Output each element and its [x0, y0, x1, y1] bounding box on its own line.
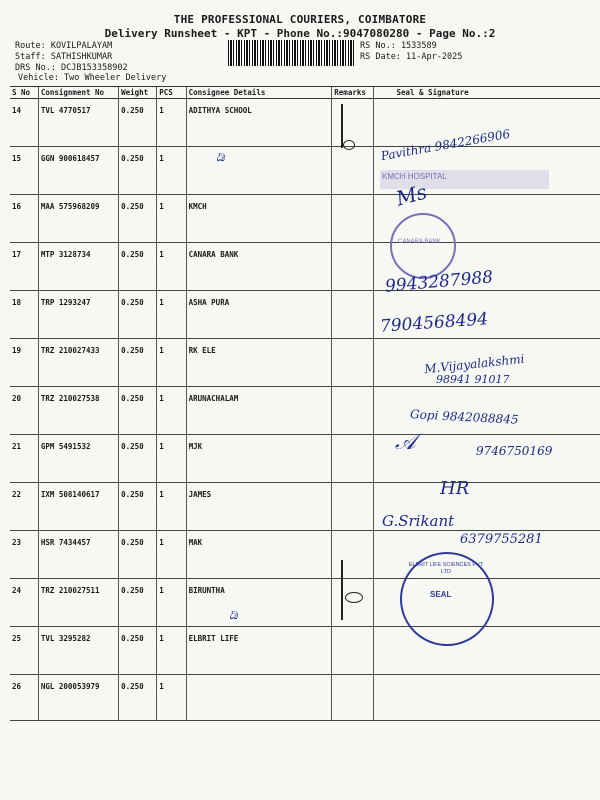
- cell-remarks: [332, 339, 374, 387]
- cell-consignee: [186, 675, 332, 721]
- cell-consignee: ADITHYA SCHOOL: [186, 99, 332, 147]
- col-sno: S No: [10, 87, 38, 99]
- cell-weight: 0.250: [119, 483, 157, 531]
- table-header-row: [10, 87, 600, 99]
- cell-consignee: BIRUNTHA: [186, 579, 332, 627]
- cell-consignee: KMCH: [186, 195, 332, 243]
- staff-label: Staff: SATHISHKUMAR: [15, 52, 113, 62]
- signature-row-24-name: G.Srikant: [382, 512, 455, 530]
- cell-pcs: 1: [157, 387, 186, 435]
- remark-mark: [343, 140, 355, 150]
- cell-consignee: RK ELE: [186, 339, 332, 387]
- table-row: [10, 99, 600, 147]
- col-pcs: PCS: [157, 87, 186, 99]
- cell-weight: 0.250: [119, 243, 157, 291]
- cell-weight: 0.250: [119, 339, 157, 387]
- rs-date: RS Date: 11-Apr-2025: [360, 52, 463, 62]
- col-seal-signature: Seal & Signature: [374, 87, 600, 99]
- cell-pcs: 1: [157, 531, 186, 579]
- cell-consignment: GPM 5491532: [38, 435, 118, 483]
- cell-remarks: [332, 99, 374, 147]
- table-row: [10, 627, 600, 675]
- cell-sno: 26: [10, 675, 38, 721]
- remark-bracket-stroke: [341, 104, 343, 148]
- signature-row-16: Ms: [393, 179, 430, 211]
- cell-consignment: MAA 575968209: [38, 195, 118, 243]
- signature-row-21: Gopi 9842088845: [409, 407, 519, 427]
- cell-sno: 21: [10, 435, 38, 483]
- cell-consignee: MJK: [186, 435, 332, 483]
- cell-weight: 0.250: [119, 147, 157, 195]
- table-row: [10, 675, 600, 721]
- col-consignment: Consignment No: [38, 87, 118, 99]
- cell-pcs: 1: [157, 675, 186, 721]
- cell-weight: 0.250: [119, 675, 157, 721]
- route-label: Route: KOVILPALAYAM: [15, 41, 113, 51]
- cell-consignment: TVL 4770517: [38, 99, 118, 147]
- cell-pcs: 1: [157, 99, 186, 147]
- cell-consignment: TRZ 210027538: [38, 387, 118, 435]
- cell-pcs: 1: [157, 627, 186, 675]
- cell-pcs: 1: [157, 147, 186, 195]
- cell-weight: 0.250: [119, 627, 157, 675]
- table-row: [10, 579, 600, 627]
- cell-pcs: 1: [157, 339, 186, 387]
- cell-consignment: HSR 7434457: [38, 531, 118, 579]
- signature-row-18: 9943287988: [384, 267, 494, 297]
- cell-weight: 0.250: [119, 291, 157, 339]
- company-title: THE PROFESSIONAL COURIERS, COIMBATORE: [173, 13, 427, 26]
- col-weight: Weight: [119, 87, 157, 99]
- barcode: [228, 40, 354, 66]
- signature-row-19: 7904568494: [379, 309, 489, 337]
- cell-weight: 0.250: [119, 195, 157, 243]
- cell-pcs: 1: [157, 243, 186, 291]
- col-consignee: Consignee Details: [186, 87, 332, 99]
- signature-row-22: 9746750169: [476, 444, 553, 458]
- vehicle-label: Vehicle: Two Wheeler Delivery: [18, 73, 167, 83]
- cell-sno: 20: [10, 387, 38, 435]
- cell-sno: 14: [10, 99, 38, 147]
- signature-row-20-phone: 98941 91017: [436, 373, 510, 386]
- handwritten-mark: ಡಿ: [216, 149, 225, 165]
- cell-consignee: ARUNACHALAM: [186, 387, 332, 435]
- cell-sno: 22: [10, 483, 38, 531]
- signature-row-20-name: M.Vijayalakshmi: [423, 351, 526, 377]
- cell-remarks: [332, 387, 374, 435]
- cell-sno: 25: [10, 627, 38, 675]
- signature-row-15: Pavithra 9842266906: [379, 126, 512, 164]
- cell-remarks: [332, 195, 374, 243]
- cell-signature: [374, 627, 600, 675]
- remark-bracket-stroke: [341, 560, 343, 620]
- signature-row-22-mark: 𝒜: [395, 430, 416, 455]
- signature-row-23: HR: [440, 478, 470, 499]
- cell-consignment: TRZ 210027511: [38, 579, 118, 627]
- cell-consignment: TRZ 210027433: [38, 339, 118, 387]
- cell-remarks: [332, 291, 374, 339]
- table-row: [10, 435, 600, 483]
- cell-remarks: [332, 483, 374, 531]
- cell-weight: 0.250: [119, 435, 157, 483]
- cell-weight: 0.250: [119, 387, 157, 435]
- cell-sno: 19: [10, 339, 38, 387]
- cell-remarks: [332, 627, 374, 675]
- cell-pcs: 1: [157, 195, 186, 243]
- rs-number: RS No.: 1533589: [360, 41, 437, 51]
- cell-remarks: [332, 435, 374, 483]
- cell-consignment: NGL 200053979: [38, 675, 118, 721]
- table-row: [10, 483, 600, 531]
- cell-sno: 15: [10, 147, 38, 195]
- stamp-kmch: KMCH HOSPITAL: [380, 170, 549, 189]
- signature-row-24-phone: 6379755281: [460, 532, 543, 547]
- cell-weight: 0.250: [119, 579, 157, 627]
- cell-consignment: IXM 508140617: [38, 483, 118, 531]
- cell-remarks: [332, 243, 374, 291]
- cell-consignee: MAK: [186, 531, 332, 579]
- remark-mark: [345, 592, 363, 603]
- table-row: [10, 243, 600, 291]
- cell-consignment: TVL 3295282: [38, 627, 118, 675]
- cell-sno: 17: [10, 243, 38, 291]
- cell-consignee: [186, 147, 332, 195]
- cell-sno: 16: [10, 195, 38, 243]
- cell-pcs: 1: [157, 291, 186, 339]
- cell-sno: 24: [10, 579, 38, 627]
- runsheet-subtitle: Delivery Runsheet - KPT - Phone No.:9047080280 - Page No.:2: [104, 27, 496, 40]
- cell-remarks: [332, 675, 374, 721]
- stamp-canara-bank: CANARA BANK: [390, 213, 456, 279]
- cell-weight: 0.250: [119, 531, 157, 579]
- cell-pcs: 1: [157, 435, 186, 483]
- cell-consignee: CANARA BANK: [186, 243, 332, 291]
- cell-consignment: GGN 900618457: [38, 147, 118, 195]
- cell-consignee: ASHA PURA: [186, 291, 332, 339]
- handwritten-mark: ಡಿ: [229, 607, 238, 623]
- cell-consignment: MTP 3128734: [38, 243, 118, 291]
- cell-remarks: [332, 531, 374, 579]
- table-row: [10, 291, 600, 339]
- cell-pcs: 1: [157, 483, 186, 531]
- cell-signature: [374, 675, 600, 721]
- cell-pcs: 1: [157, 579, 186, 627]
- cell-sno: 23: [10, 531, 38, 579]
- cell-consignee: ELBRIT LIFE: [186, 627, 332, 675]
- cell-weight: 0.250: [119, 99, 157, 147]
- stamp-elbrit-life-sciences: ELBRIT LIFE SCIENCES PVT LTD SEAL: [400, 552, 494, 646]
- col-remarks: Remarks: [332, 87, 374, 99]
- cell-consignee: JAMES: [186, 483, 332, 531]
- cell-consignment: TRP 1293247: [38, 291, 118, 339]
- cell-sno: 18: [10, 291, 38, 339]
- table-row: [10, 387, 600, 435]
- table-row: [10, 195, 600, 243]
- cell-remarks: [332, 147, 374, 195]
- drs-number: DRS No.: DCJB153358902: [15, 63, 128, 73]
